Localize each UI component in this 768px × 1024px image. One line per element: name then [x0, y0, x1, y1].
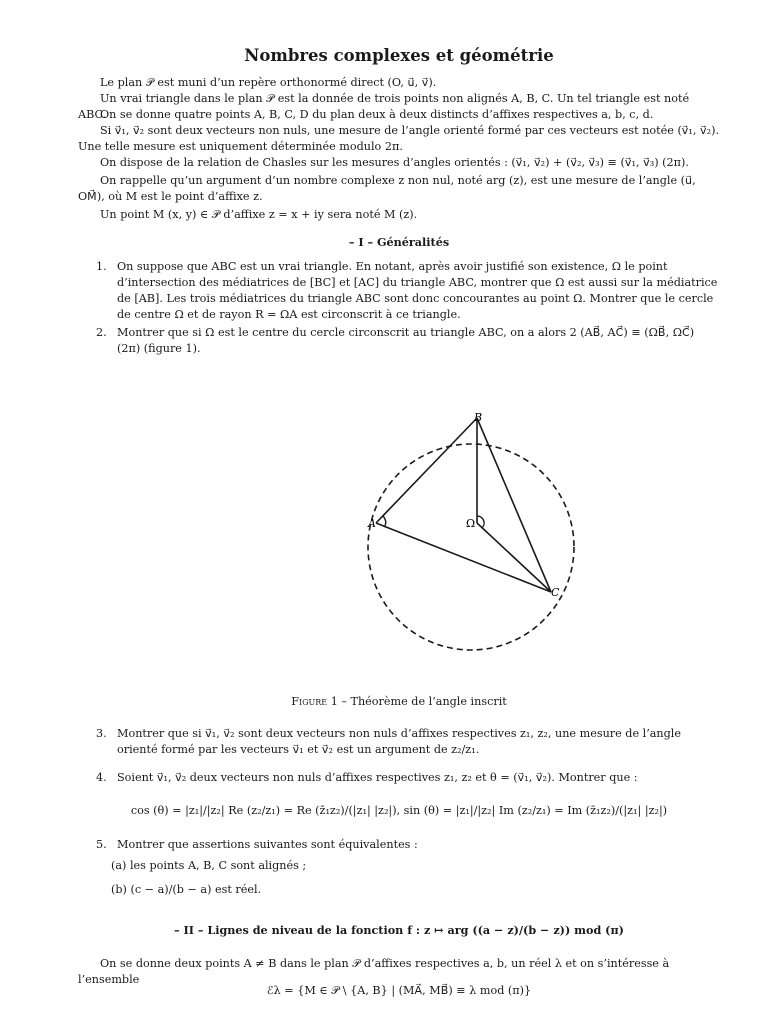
assertion-label: (b) [111, 883, 127, 896]
section-2-paragraph: On se donne deux points A ≠ B dans le plan 𝒫 d’affixes respectives a, b, un réel λ et on s’intéresse à l’ensemble [78, 957, 670, 986]
assertion-b [111, 882, 261, 898]
intro-line-5: On dispose de la relation de Chasles sur les mesures d’angles orientés : (v⃗₁, v⃗₂) + (v⃗₂, v⃗₃) ≡ (v⃗₁, v⃗₃) (2π). [100, 156, 689, 169]
intro-line-6: On rappelle qu’un argument d’un nombre complexe z non nul, noté arg (z), est une mesure de l’angle (u⃗, OM⃗), où M est le point d’affixe z. [78, 174, 696, 203]
segment-bc [477, 418, 551, 592]
question-number: 3. [96, 727, 107, 740]
segment-ab [376, 418, 477, 523]
label-point-c: C [551, 586, 560, 599]
figure-caption-label: Figure 1 [291, 695, 338, 708]
intro-line-3: On se donne quatre points A, B, C, D du plan deux à deux distincts d’affixes respectives a, b, c, d. [100, 108, 654, 121]
question-number: 1. [96, 260, 107, 273]
formula-cos-sin: cos (θ) = |z₁|/|z₂| Re (z₂/z₁) = Re (z̄₁z₂)/(|z₁| |z₂|), sin (θ) = |z₁|/|z₂| Im (z₂/z₁) = Im (z̄₁z₂)/(|z₁| |z₂|) [130, 804, 668, 817]
question-text: Montrer que si Ω est le centre du cercle circonscrit au triangle ABC, on a alors 2 (AB⃗, AC⃗) ≡ (ΩB⃗, ΩC⃗) (2π) (figure 1). [117, 326, 695, 355]
assertion-text: les points A, B, C sont alignés ; [129, 859, 307, 872]
assertion-label: (a) [111, 859, 127, 872]
question-number: 2. [96, 326, 107, 339]
assertion-text: (c − a)/(b − a) est réel. [130, 883, 262, 896]
question-text: Montrer que assertions suivantes sont équivalentes : [117, 838, 418, 851]
label-point-b: B [474, 411, 483, 424]
inscribed-angle-figure [288, 402, 608, 692]
question-text: Montrer que si v⃗₁, v⃗₂ sont deux vecteurs non nuls d’affixes respectives z₁, z₂, une mesure de l’angle orienté formé par les vecteurs v⃗₁ et v⃗₂ est un argument de z₂/z₁. [117, 727, 682, 756]
question-text: Soient v⃗₁, v⃗₂ deux vecteurs non nuls d’affixes respectives z₁, z₂ et θ = (v⃗₁, v⃗₂). Montrer que : [117, 771, 638, 784]
intro-line-7: Un point M (x, y) ∈ 𝒫 d’affixe z = x + iy sera noté M (z). [100, 208, 418, 221]
segment-omega-c [477, 523, 551, 592]
label-point-omega: Ω [466, 517, 476, 530]
intro-line-2: Un vrai triangle dans le plan 𝒫 est la donnée de trois points non alignés A, B, C. Un tel triangle est noté ABC. [78, 92, 690, 121]
question-number: 4. [96, 771, 107, 784]
section-heading-2: – II – Lignes de niveau de la fonction f : z ↦ arg ((a − z)/(b − z)) mod (π) [174, 923, 624, 937]
segment-ac [376, 523, 551, 592]
intro-line-4: Si v⃗₁, v⃗₂ sont deux vecteurs non nuls, une mesure de l’angle orienté formé par ces vecteurs est notée (v⃗₁, v⃗₂). Une telle mesure est uniquement déterminée modulo 2π. [78, 124, 720, 153]
question-text: On suppose que ABC est un vrai triangle. En notant, après avoir justifié son existence, Ω le point d’intersection des médiatrices de [BC] et [AC] du triangle ABC, montrer que Ω est aussi sur la médiatrice de [AB]. Les trois médiatrices du triangle ABC sont donc concourantes au point Ω. Montrer que le cercle de centre Ω et de rayon R = ΩA est circonscrit à ce triangle. [117, 260, 718, 321]
question-number: 5. [96, 838, 107, 851]
label-point-a: A [368, 517, 376, 530]
section-heading-1: – I – Généralités [348, 235, 450, 249]
assertion-a [111, 858, 306, 874]
circumcircle [368, 444, 574, 650]
intro-line-1: Le plan 𝒫 est muni d’un repère orthonormé direct (O, u⃗, v⃗). [100, 76, 437, 89]
figure-caption-text: – Théorème de l’angle inscrit [337, 695, 507, 708]
set-definition: ℰλ = {M ∈ 𝒫 \ {A, B} | (MA⃗, MB⃗) ≡ λ mod (π)} [266, 984, 532, 997]
figure-caption [78, 694, 720, 710]
page-title: Nombres complexes et géométrie [244, 46, 554, 65]
